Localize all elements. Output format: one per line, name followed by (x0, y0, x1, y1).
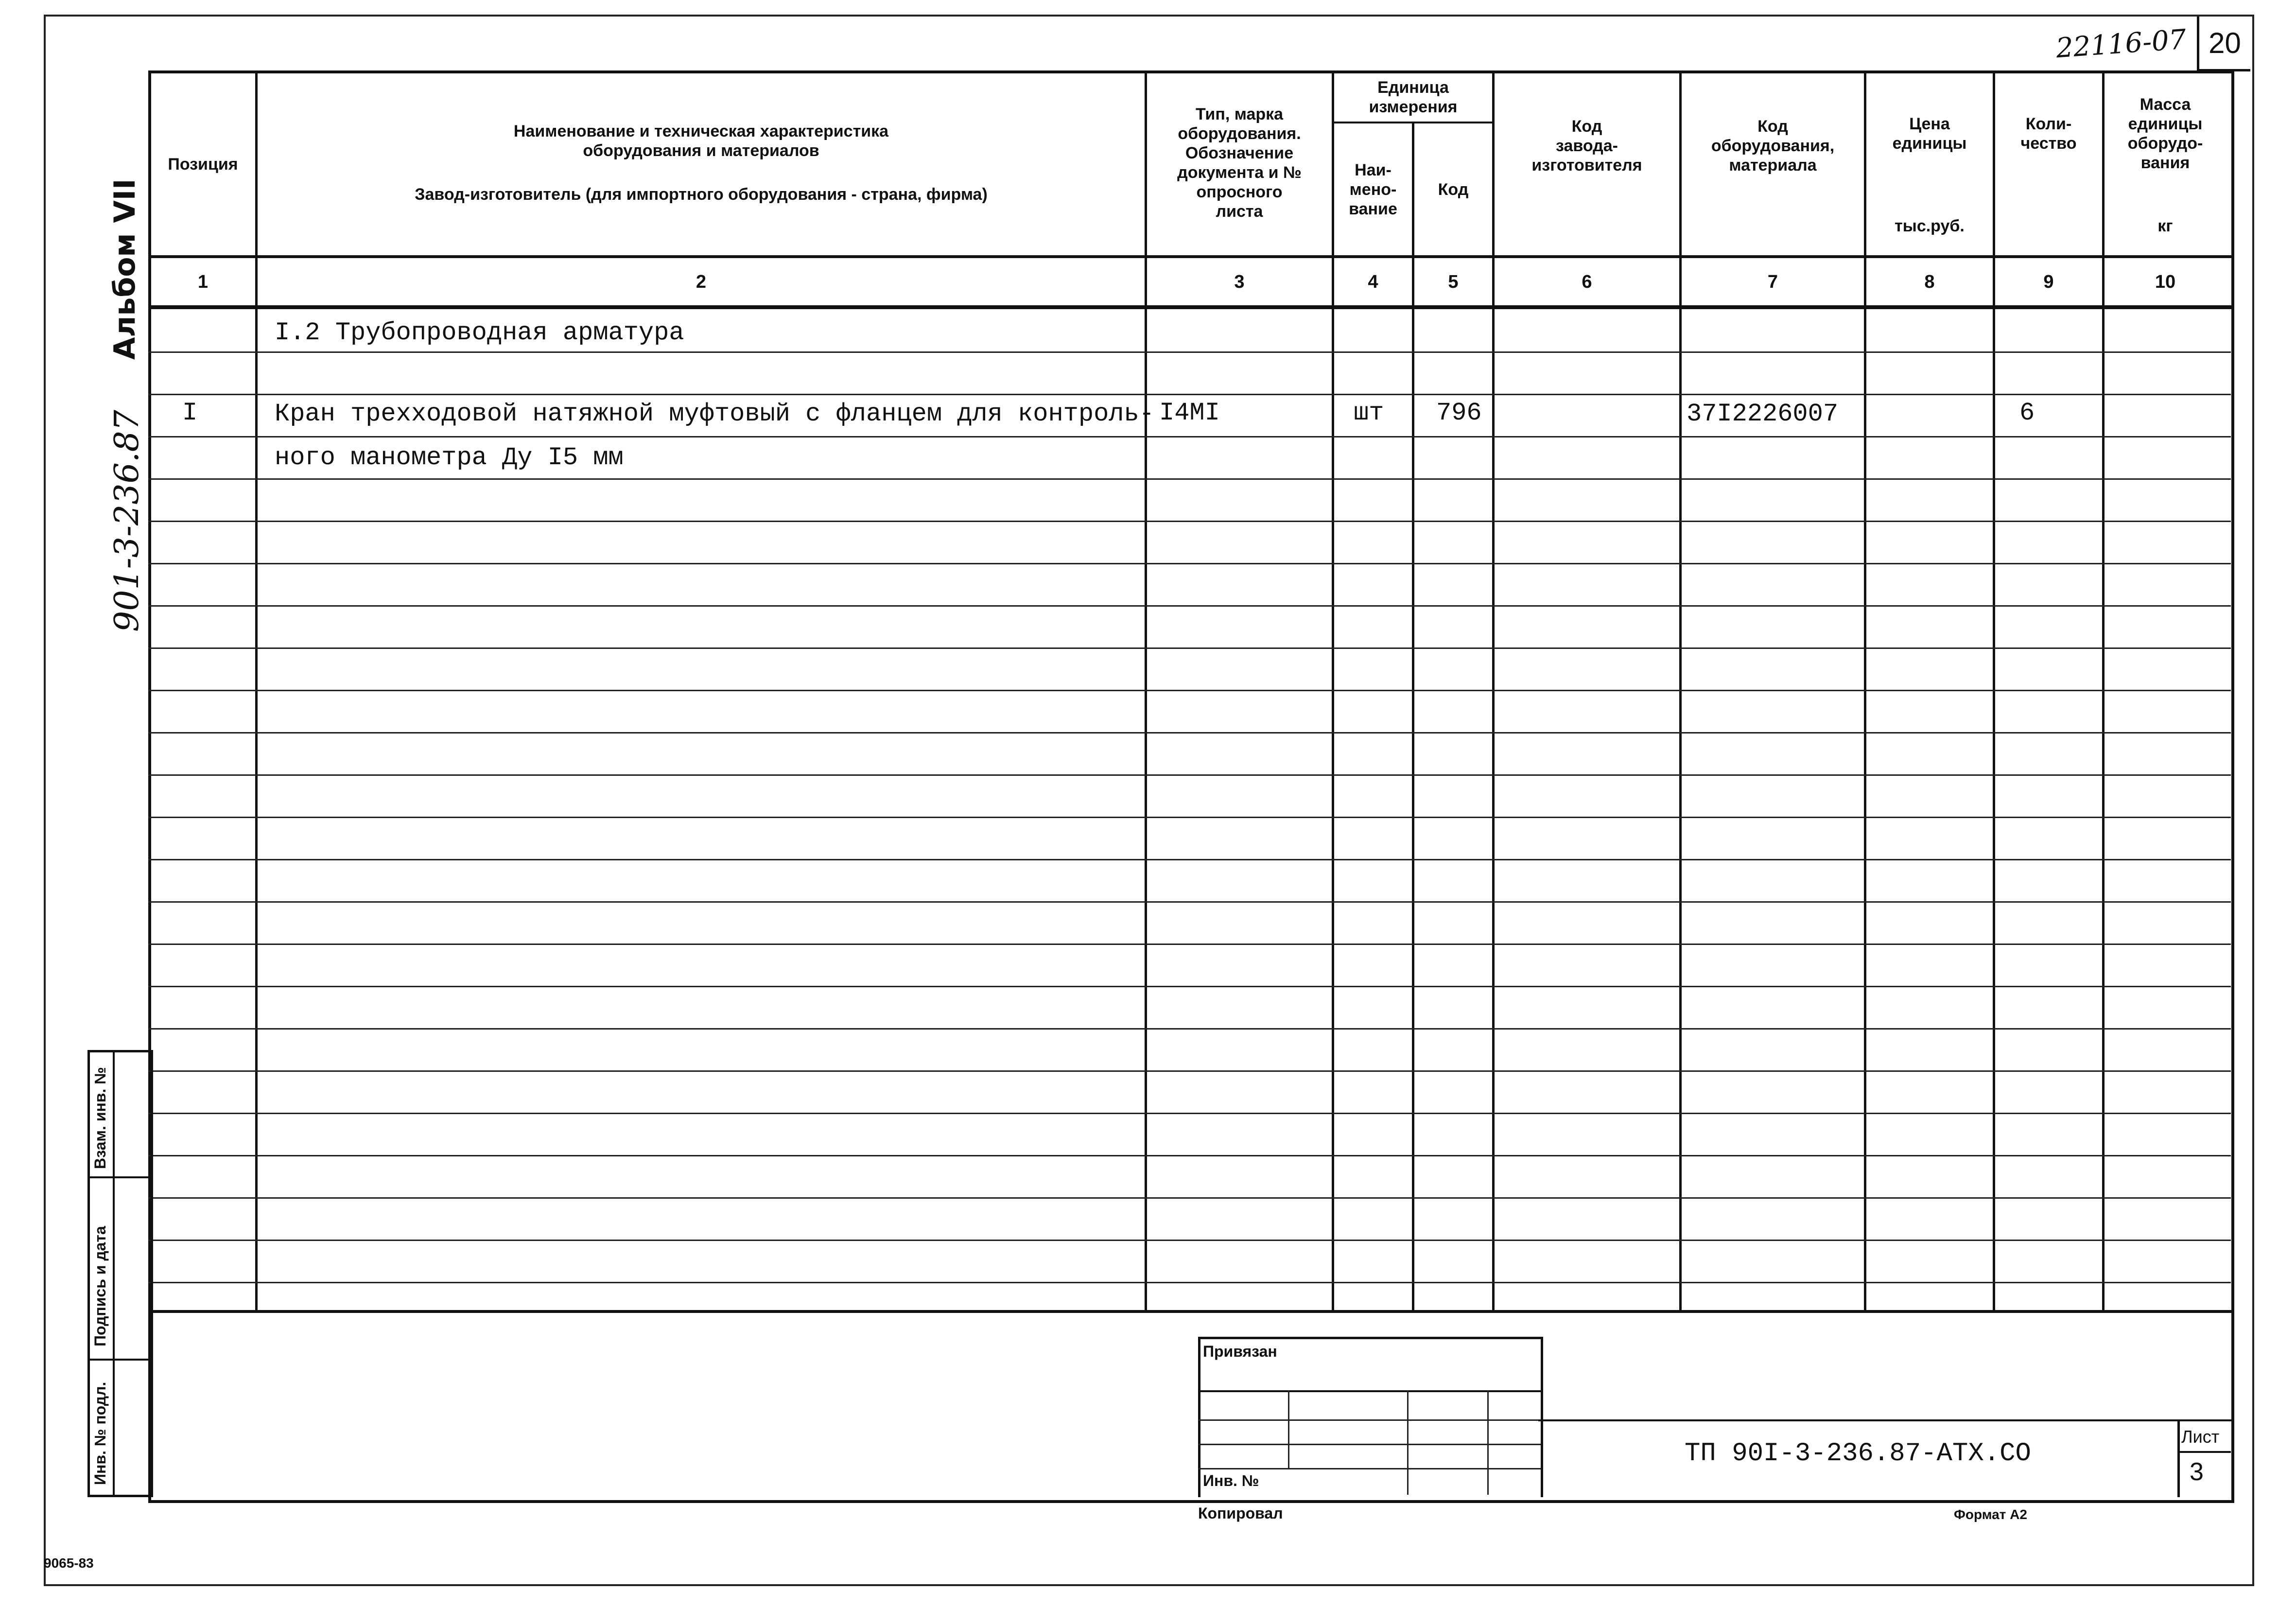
sheet-number: 3 (2190, 1458, 2204, 1486)
designation-sheet-divider (2177, 1419, 2180, 1497)
col-line-7 (1864, 70, 1866, 1312)
format-label: Формат А2 (1954, 1507, 2027, 1522)
colnum-6: 6 (1582, 271, 1592, 292)
table-row (148, 1197, 2231, 1199)
table-row (148, 859, 2231, 860)
table-row (148, 901, 2231, 903)
table-row (148, 774, 2231, 776)
table-row (148, 1028, 2231, 1030)
col-line-6 (1679, 70, 1682, 1312)
sheet-label: Лист (2181, 1427, 2220, 1447)
table-row (148, 1113, 2231, 1114)
table-row (148, 521, 2231, 522)
copied-label: Копировал (1198, 1504, 1283, 1522)
bound-box-vline-1 (1288, 1390, 1289, 1468)
table-row (148, 478, 2231, 480)
colnum-4: 4 (1368, 271, 1378, 292)
bound-box-line-3 (1198, 1444, 1541, 1445)
bound-box-vline-2 (1407, 1390, 1409, 1495)
unit-group-line (1334, 122, 1495, 123)
album-label: Альбом VII (108, 178, 142, 360)
bound-label: Привязан (1203, 1343, 1277, 1360)
table-row (148, 817, 2231, 818)
table-row (148, 1282, 2231, 1283)
left-stamp-inv-replace: Взам. инв. № (91, 1067, 109, 1169)
designation-top-line (1538, 1419, 2233, 1421)
table-row (148, 605, 2231, 607)
bound-box-line-1 (1198, 1390, 1541, 1392)
colnum-7: 7 (1767, 271, 1778, 292)
inv-no-label: Инв. № (1203, 1472, 1259, 1489)
row-unit-code: 796 (1436, 399, 1482, 427)
table-row (148, 986, 2231, 987)
header-factory-code: Код завода- изготовителя (1531, 117, 1642, 175)
header-mass-unit: кг (2157, 217, 2173, 235)
stamp-number: 22116-07 (2055, 23, 2188, 65)
table-row (148, 563, 2231, 564)
table-row (148, 1155, 2231, 1156)
header-quantity: Коли- чество (2020, 115, 2077, 153)
header-unit-code: Код (1438, 180, 1469, 199)
row-quantity: 6 (2019, 399, 2035, 427)
colnum-10: 10 (2155, 271, 2176, 292)
colnum-9: 9 (2043, 271, 2054, 292)
bound-box-line-4 (1198, 1468, 1541, 1469)
header-mass: Масса единицы оборудо- вания (2127, 95, 2203, 172)
table-row (148, 394, 2231, 395)
section-title: I.2 Трубопроводная арматура (275, 318, 684, 347)
table-row (148, 647, 2231, 649)
left-stamp-sep-2 (87, 1359, 151, 1361)
colnum-5: 5 (1448, 271, 1459, 292)
header-price-unit: тыс.руб. (1895, 217, 1965, 235)
table-row (148, 436, 2231, 437)
table-row (148, 1240, 2231, 1241)
bound-box-vline-3 (1487, 1390, 1489, 1495)
row-material-code: 37I2226007 (1687, 400, 1839, 428)
page-number: 20 (2209, 26, 2241, 59)
header-unit-group: Единица измерения (1369, 78, 1458, 116)
row-name-line1: Кран трехходовой натяжной муфтовый с фланцем для контроль- (275, 400, 1154, 428)
colnum-2: 2 (696, 271, 707, 292)
header-price: Цена единицы (1892, 115, 1967, 153)
bound-box-line-2 (1198, 1419, 1541, 1421)
colnum-1: 1 (197, 271, 209, 292)
header-material-code: Код оборудования, материала (1711, 117, 1835, 175)
row-unit-name: шт (1354, 399, 1384, 427)
table-row (148, 1070, 2231, 1072)
doc-designation: ТП 90I-3-236.87-АТХ.СО (1685, 1439, 2031, 1468)
table-row (148, 351, 2231, 353)
col-line-3 (1332, 70, 1334, 1312)
table-row (148, 690, 2231, 691)
table-body-bottom (148, 1310, 2233, 1313)
table-row (148, 732, 2231, 734)
left-stamp-sep-1 (87, 1176, 151, 1178)
col-line-1 (255, 70, 258, 1312)
row-type: I4MI (1159, 399, 1220, 427)
header-position: Позиция (168, 155, 238, 174)
header-name: Наименование и техническая характеристика оборудования и материалов (513, 122, 889, 160)
left-stamp-inv-orig: Инв. № подл. (91, 1381, 109, 1485)
page-number-box (2197, 17, 2250, 71)
left-stamp-divider (113, 1050, 115, 1495)
colnum-3: 3 (1234, 271, 1245, 292)
row-name-line2: ного манометра Ду I5 мм (275, 443, 624, 472)
side-doc-code: 901-3-236.87 (108, 410, 146, 632)
left-stamp-sign-date: Подпись и дата (91, 1226, 109, 1346)
table-row (148, 944, 2231, 945)
col-line-5 (1492, 70, 1495, 1312)
header-unit-name: Наи- мено- вание (1349, 161, 1397, 218)
colnum-8: 8 (1924, 271, 1935, 292)
bottom-left-code: 9065-83 (44, 1556, 94, 1571)
col-line-2 (1145, 70, 1147, 1312)
sheet-label-line (2177, 1451, 2231, 1453)
row-position: I (182, 399, 198, 427)
col-line-9 (2102, 70, 2105, 1312)
col-line-8 (1993, 70, 1995, 1312)
header-manufacturer: Завод-изготовитель (для импортного оборудования - страна, фирма) (415, 185, 988, 204)
header-type: Тип, марка оборудования. Обозначение документа и № опросного листа (1177, 105, 1302, 221)
